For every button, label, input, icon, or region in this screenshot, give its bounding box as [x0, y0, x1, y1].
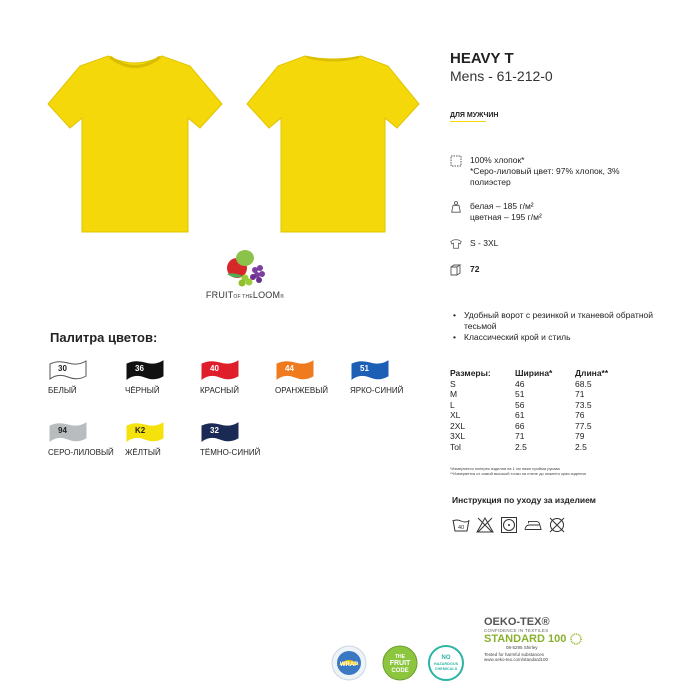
- weight-icon: [450, 201, 462, 213]
- width-cell: 46: [515, 378, 525, 389]
- oekotex-confidence: CONFIDENCE IN TEXTILES: [484, 628, 549, 633]
- table-row: [450, 389, 635, 400]
- length-cell: 79: [575, 431, 585, 441]
- svg-text:THE: THE: [395, 654, 405, 660]
- svg-text:CODE: CODE: [391, 668, 409, 674]
- length-cell: 73.5: [575, 399, 592, 410]
- gender-label: ДЛЯ МУЖЧИН: [450, 112, 498, 122]
- oekotex-brand: OEKO-TEX®: [484, 616, 550, 628]
- table-row: [450, 421, 635, 432]
- table-row: [450, 431, 635, 442]
- color-swatch[interactable]: [48, 420, 133, 457]
- oekotex-standard: STANDARD 100: [484, 633, 567, 645]
- fabric-line-1: 100% хлопок*: [470, 155, 525, 165]
- wash-40-icon: [452, 516, 470, 534]
- shirt-back-image: [243, 48, 423, 238]
- length-cell: 76: [575, 410, 585, 420]
- product-title: HEAVY T: [450, 50, 514, 67]
- no-hazardous-chemicals-badge: [428, 645, 464, 681]
- feature-item: • Классический крой и стиль: [452, 332, 682, 343]
- svg-text:NO: NO: [441, 655, 451, 661]
- width-cell: 2.5: [515, 441, 527, 452]
- size-cell: XL: [450, 410, 461, 420]
- brand-name: FRUITOF THELOOM®: [205, 290, 285, 300]
- size-note-2: **Измеряется от самой высокой точки на плече до нижнего края изделия: [450, 471, 586, 476]
- shirt-front-image: [40, 48, 230, 238]
- size-table: [450, 368, 635, 452]
- size-notes: [450, 466, 650, 476]
- color-name: ЯРКО-СИНИЙ: [350, 386, 404, 395]
- oekotex-tested: Tested for harmful substances: [484, 652, 545, 657]
- color-swatch[interactable]: [125, 420, 210, 457]
- width-cell: 51: [515, 389, 525, 399]
- color-code: 30: [58, 364, 67, 373]
- no-dryclean-icon: [548, 516, 566, 534]
- iron-icon: [524, 516, 542, 534]
- features-list: [452, 310, 682, 343]
- color-name: БЕЛЫЙ: [48, 386, 77, 395]
- box-icon: [450, 264, 462, 276]
- fabric-line-2: *Серо-лиловый цвет: 97% хлопок, 3%: [470, 166, 620, 176]
- color-chip: [350, 358, 390, 382]
- table-row: [450, 400, 635, 411]
- fruit-code-badge: [382, 645, 418, 681]
- size-cell: 2XL: [450, 420, 466, 431]
- width-cell: 66: [515, 420, 525, 431]
- color-code: 44: [285, 364, 294, 373]
- size-cell: 3XL: [450, 431, 466, 441]
- size-header: Размеры:: [450, 368, 491, 378]
- feature-item: • Удобный ворот с резинкой и тканевой обратной тесьмой: [452, 310, 682, 332]
- color-swatch[interactable]: [125, 358, 210, 395]
- care-title: Инструкция по уходу за изделием: [452, 495, 596, 505]
- table-row: [450, 442, 635, 453]
- color-chip: [200, 420, 240, 444]
- tumble-dry-icon: [500, 516, 518, 534]
- oekotex-flower-icon: [570, 633, 582, 645]
- svg-text:FRUIT: FRUIT: [389, 660, 411, 667]
- color-name: ТЁМНО-СИНИЙ: [200, 448, 261, 457]
- color-chip: [200, 358, 240, 382]
- color-name: КРАСНЫЙ: [200, 386, 240, 395]
- color-code: 32: [210, 426, 219, 435]
- color-code: K2: [135, 426, 146, 435]
- fabric-icon: [450, 155, 462, 167]
- color-chip: [125, 358, 165, 382]
- weight-colored: цветная – 195 г/м²: [470, 212, 542, 222]
- svg-text:HAZARDOUS: HAZARDOUS: [433, 662, 459, 666]
- color-code: 36: [135, 364, 144, 373]
- table-row: [450, 410, 635, 421]
- color-chip: [48, 358, 88, 382]
- color-swatch[interactable]: [350, 358, 435, 395]
- care-icons: [452, 516, 566, 534]
- color-swatch[interactable]: [200, 420, 285, 457]
- color-chip: [125, 420, 165, 444]
- size-range: S - 3XL: [470, 238, 499, 248]
- color-swatch[interactable]: [48, 358, 133, 395]
- svg-text:WRAP: WRAP: [339, 662, 359, 668]
- fabric-line-3: полиэстер: [470, 177, 511, 187]
- color-name: СЕРО-ЛИЛОВЫЙ: [48, 448, 114, 457]
- no-bleach-icon: [476, 516, 494, 534]
- size-cell: M: [450, 389, 458, 399]
- length-cell: 77.5: [575, 420, 592, 431]
- color-name: ЖЁЛТЫЙ: [125, 448, 161, 457]
- size-cell: L: [450, 399, 455, 410]
- color-code: 94: [58, 426, 67, 435]
- size-note-1: *Измеряется поперек изделия на 1 см ниже пройма рукава: [450, 466, 560, 471]
- color-code: 40: [210, 364, 219, 373]
- weight-white: белая – 185 г/м²: [470, 201, 534, 211]
- palette-title: Палитра цветов:: [50, 330, 158, 345]
- table-row: [450, 379, 635, 390]
- color-chip: [48, 420, 88, 444]
- size-range-icon: [450, 238, 462, 250]
- length-cell: 2.5: [575, 441, 587, 452]
- oekotex-url: www.oeko-tex.com/standard100: [484, 657, 549, 662]
- color-name: ЧЁРНЫЙ: [125, 386, 160, 395]
- product-subtitle: Mens - 61-212-0: [450, 68, 553, 84]
- pack-quantity: 72: [470, 264, 480, 274]
- length-cell: 71: [575, 389, 585, 399]
- width-header: Ширина*: [515, 368, 553, 378]
- size-cell: Tol: [450, 441, 461, 452]
- oekotex-number: 08-5295 Shirley: [506, 645, 538, 650]
- svg-text:CHEMICALS: CHEMICALS: [434, 667, 458, 671]
- length-header: Длина**: [575, 368, 609, 378]
- width-cell: 61: [515, 410, 525, 420]
- size-cell: S: [450, 378, 456, 389]
- color-chip: [275, 358, 315, 382]
- color-swatch[interactable]: [275, 358, 360, 395]
- oekotex-certificate: [484, 616, 614, 662]
- width-cell: 56: [515, 399, 525, 410]
- color-code: 51: [360, 364, 369, 373]
- svg-text:40: 40: [457, 525, 465, 531]
- length-cell: 68.5: [575, 378, 592, 389]
- color-swatch[interactable]: [200, 358, 285, 395]
- width-cell: 71: [515, 431, 525, 441]
- color-name: ОРАНЖЕВЫЙ: [275, 386, 329, 395]
- wrap-badge: [331, 645, 367, 681]
